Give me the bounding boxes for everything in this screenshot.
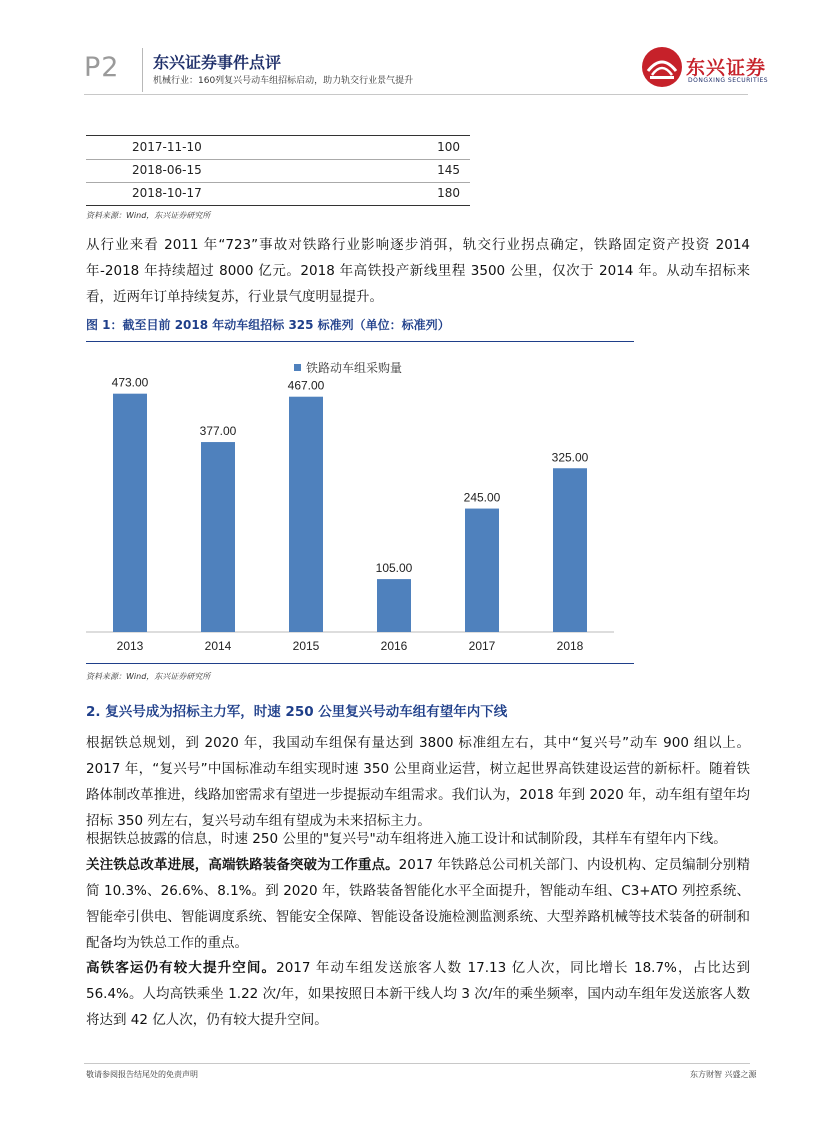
table-source: 资料来源：Wind，东兴证券研究所	[86, 211, 211, 220]
logo-en-text: DONGXING SECURITIES	[688, 77, 769, 84]
table-bottom-rule	[86, 205, 470, 206]
footer-disclaimer: 敬请参阅报告结尾处的免责声明	[86, 1070, 198, 1079]
header-rule	[84, 94, 748, 95]
bar	[377, 579, 411, 632]
x-tick-label: 2015	[292, 639, 320, 653]
data-label: 467.00	[287, 378, 325, 393]
report-subtitle: 机械行业：160列复兴号动车组招标启动，助力轨交行业景气提升	[153, 76, 414, 86]
paragraph: 根据铁总规划，到 2020 年，我国动车组保有量达到 3800 标准组左右，其中“复兴号”动车 900 组以上。2017 年，“复兴号”中国标准动车组实现时速 350 公里商业运营，树立起世界高铁建设运营的新标杆。随着铁路体制改革推进，线路加密需求有望进一步提振动车组需求。我们认为，2018 年到 2020 年，动车组有望年均招标 350 列左右，复兴号动车组有望成为未来招标主力。	[86, 735, 750, 829]
table-cell-date: 2018-10-17	[132, 186, 202, 200]
figure-bottom-rule	[86, 663, 634, 664]
table-row	[86, 183, 470, 205]
table-cell-value: 180	[437, 186, 460, 200]
report-title: 东兴证券事件点评	[153, 53, 282, 72]
bar-chart	[86, 342, 634, 662]
bar	[113, 394, 147, 632]
table-cell-value: 100	[437, 140, 460, 154]
figure-source: 资料来源：Wind，东兴证券研究所	[86, 672, 211, 681]
x-tick-label: 2017	[468, 639, 496, 653]
paragraph	[86, 955, 750, 1033]
figure-title: 图 1：截至目前 2018 年动车组招标 325 标准列（单位：标准列）	[86, 318, 450, 332]
data-label: 325.00	[551, 450, 589, 465]
section-heading: 2. 复兴号成为招标主力军，时速 250 公里复兴号动车组有望年内下线	[86, 704, 508, 720]
bar	[289, 397, 323, 632]
bar	[553, 468, 587, 632]
paragraph-lead: 关注铁总改革进展，高端铁路装备突破为工作重点。	[86, 857, 399, 873]
x-tick-label: 2018	[556, 639, 584, 653]
legend-swatch	[294, 364, 301, 371]
table-cell-date: 2017-11-10	[132, 140, 202, 154]
paragraph-lead: 高铁客运仍有较大提升空间。	[86, 960, 277, 976]
x-tick-label: 2013	[116, 639, 144, 653]
paragraph	[86, 852, 750, 956]
table-cell-date: 2018-06-15	[132, 163, 202, 177]
footer-slogan: 东方财智 兴盛之源	[690, 1070, 757, 1079]
bar	[465, 509, 499, 632]
x-tick-label: 2014	[204, 639, 232, 653]
table-cell-value: 145	[437, 163, 460, 177]
bar	[201, 442, 235, 632]
paragraph: 从行业来看 2011 年“723”事故对铁路行业影响逐步消弭，轨交行业拐点确定，铁路固定资产投资 2014 年-2018 年持续超过 8000 亿元。2018 年高铁投产新线里程 3500 公里，仅次于 2014 年。从动车招标来看，近两年订单持续复苏，行业景气度明显提升。	[86, 237, 750, 305]
table-top-rule	[86, 135, 470, 136]
logo-emblem-icon	[640, 45, 684, 89]
table-row	[86, 137, 470, 159]
data-label: 105.00	[375, 561, 413, 576]
company-logo	[640, 45, 780, 89]
header-divider	[142, 48, 143, 92]
table-row	[86, 160, 470, 182]
data-label: 245.00	[463, 490, 501, 505]
paragraph-body: 2017 年动车组发送旅客人数 17.13 亿人次，同比增长 18.7%，占比达到 56.4%。人均高铁乘坐 1.22 次/年，如果按照日本新干线人均 3 次/年的乘坐频率，国内动车组年发送旅客人数将达到 42 亿人次，仍有较大提升空间。	[86, 960, 750, 1028]
data-label: 377.00	[199, 424, 237, 439]
legend-label: 铁路动车组采购量	[306, 361, 403, 375]
data-label: 473.00	[111, 375, 149, 390]
footer-rule	[84, 1063, 750, 1064]
page-label: P2	[84, 52, 120, 83]
x-tick-label: 2016	[380, 639, 408, 653]
paragraph-body: 2017 年铁路总公司机关部门、内设机构、定员编制分别精简 10.3%、26.6%、8.1%。到 2020 年，铁路装备智能化水平全面提升，智能动车组、C3+ATO 列控系统、智能牵引供电、智能调度系统、智能安全保障、智能设备设施检测监测系统、大型养路机械等技术装备的研制和配备均为铁总工作的重点。	[86, 857, 750, 951]
paragraph: 根据铁总披露的信息，时速 250 公里的"复兴号"动车组将进入施工设计和试制阶段，其样车有望年内下线。	[86, 831, 727, 847]
logo-cn-text: 东兴证券	[686, 57, 767, 79]
